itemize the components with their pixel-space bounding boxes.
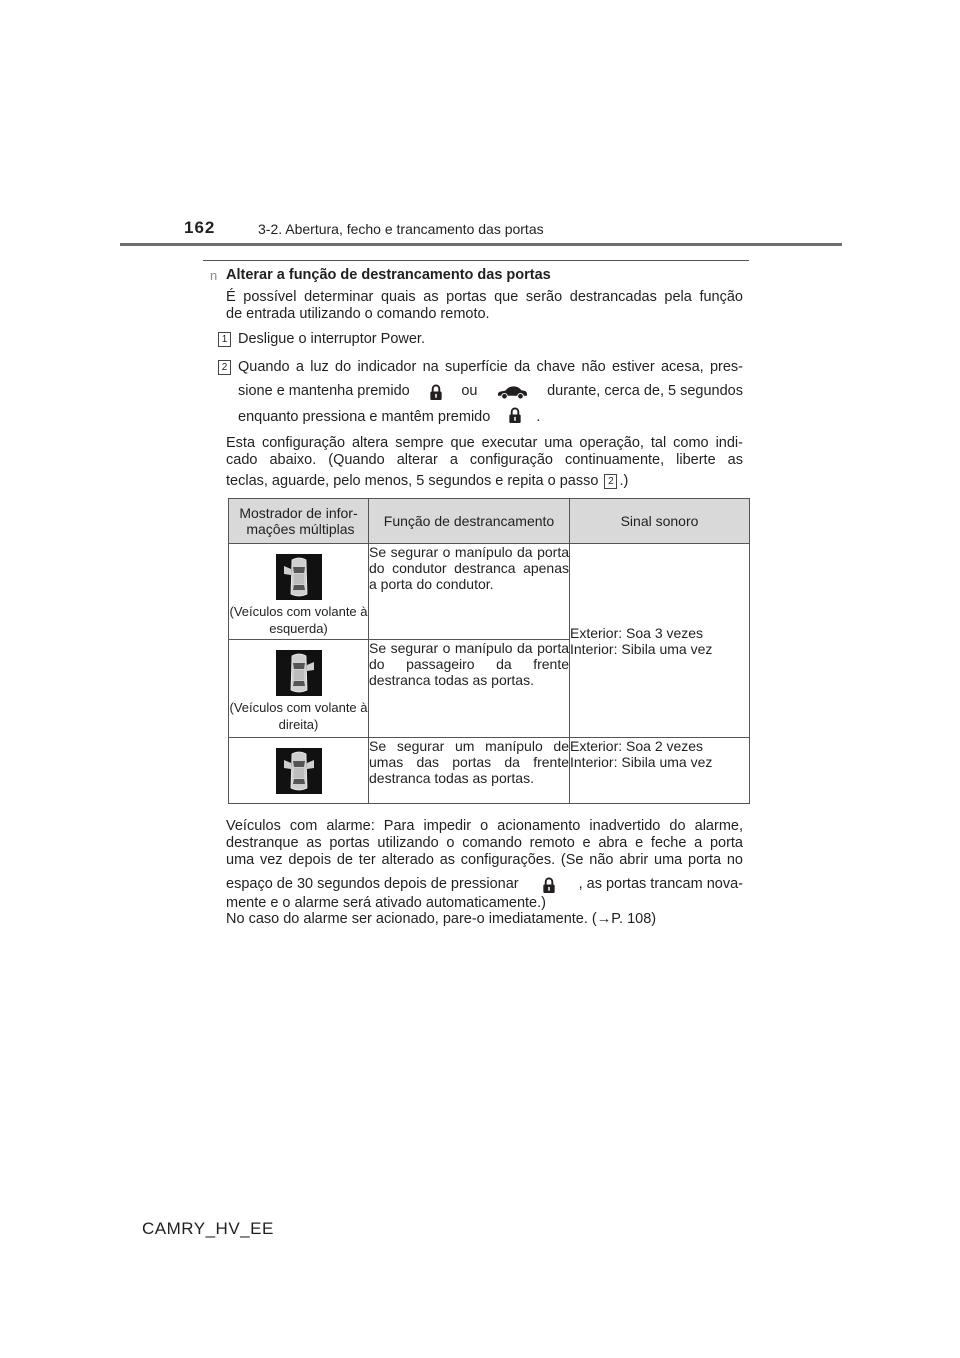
- step-2-text-c: durante, cerca de, 5 segundos: [547, 383, 743, 399]
- signal-exterior: Exterior: Soa 2 vezes: [570, 738, 704, 754]
- bullet-marker: n: [210, 268, 218, 283]
- step-2-text-d: enquanto pressiona e mantêm premido: [238, 409, 491, 425]
- alarm-line-3: uma vez depois de ter alterado as configurações. (Se não abrir uma porta no: [226, 852, 743, 868]
- intro-line-1: É possível determinar quais as portas que serão destrancadas pela função: [226, 289, 743, 305]
- function-text: Se segurar um manípulo de umas das portas da frente destranca todas as portas.: [369, 738, 569, 786]
- alarm-text-b: , as portas trancam nova-: [578, 876, 743, 892]
- signal-interior: Interior: Sibila uma vez: [570, 754, 713, 770]
- step-1-text: Desligue o interruptor Power.: [238, 331, 425, 347]
- note-line-3: [226, 473, 628, 490]
- signal-cell: [570, 544, 750, 738]
- step-2-line-3: [238, 407, 540, 426]
- both-front-doors-car-icon: [276, 748, 322, 794]
- function-text: Se segurar o manípulo da porta do passageiro da frente destranca todas as portas.: [369, 640, 569, 688]
- step-number-2: 2: [218, 360, 231, 375]
- note-line-1: Esta configuração altera sempre que executar uma operação, tal como indi-: [226, 435, 743, 451]
- function-text: Se segurar o manípulo da porta do condutor destranca apenas a porta do condutor.: [369, 544, 569, 592]
- signal-exterior: Exterior: Soa 3 vezes: [570, 624, 704, 641]
- display-cell: [229, 640, 369, 738]
- alarm-text-a: espaço de 30 segundos depois de pressionar: [226, 876, 519, 892]
- function-cell: [369, 640, 570, 738]
- section-heading: Alterar a função de destrancamento das portas: [226, 267, 551, 283]
- driver-door-car-icon: [276, 554, 322, 600]
- step-2-text-a: sione e mantenha premido: [238, 383, 410, 399]
- settings-table: [228, 498, 750, 804]
- note-line-2: cado abaixo. (Quando alterar a configuração continuamente, liberte as: [226, 452, 743, 468]
- car-icon: [496, 384, 528, 400]
- footer-code: CAMRY_HV_EE: [142, 1219, 274, 1238]
- step-2-text-b: ou: [461, 383, 478, 399]
- step-reference: 2: [604, 474, 617, 489]
- alarm-line-5: mente e o alarme será ativado automaticamente.): [226, 895, 546, 911]
- note-text-a: teclas, aguarde, pelo menos, 5 segundos e repita o passo: [226, 473, 599, 489]
- display-cell: [229, 738, 369, 804]
- signal-interior: Interior: Sibila uma vez: [570, 640, 713, 657]
- table-header-display: Mostrador de infor- maçôes múltiplas: [229, 499, 369, 544]
- table-header-row: [229, 499, 750, 544]
- step-2-line-2: [238, 383, 743, 400]
- table-header-function: Função de destrancamento: [369, 499, 570, 544]
- passenger-door-car-icon: [276, 650, 322, 696]
- alarm-line-1: Veículos com alarme: Para impedir o acionamento inadvertido do alarme,: [226, 818, 743, 834]
- caption-right-hand-drive: (Veículos com volante à direita): [229, 700, 368, 732]
- lock-icon: [429, 384, 443, 400]
- section-title: 3-2. Abertura, fecho e trancamento das portas: [258, 221, 544, 237]
- content-rule: [203, 260, 749, 261]
- display-cell: [229, 544, 369, 640]
- intro-line-2: de entrada utilizando o comando remoto.: [226, 306, 490, 322]
- step-2-text-e: .: [536, 409, 541, 425]
- table-row: [229, 738, 750, 804]
- step-number-1: 1: [218, 332, 231, 347]
- table-header-signal: Sinal sonoro: [570, 499, 750, 544]
- caption-left-hand-drive: (Veículos com volante à esquerda): [229, 604, 368, 636]
- page-number: 162: [184, 218, 216, 237]
- function-cell: [369, 544, 570, 640]
- note-text-b: .): [619, 473, 629, 489]
- header-rule: [120, 243, 842, 246]
- table-row: [229, 544, 750, 640]
- lock-icon: [542, 877, 556, 893]
- alarm-line-2: destranque as portas utilizando o comando remoto e abra e feche a porta: [226, 835, 743, 851]
- alarm-line-4: [226, 876, 743, 893]
- alarm-line-6: No caso do alarme ser acionado, pare-o imediatamente. (→P. 108): [226, 911, 657, 927]
- function-cell: [369, 738, 570, 804]
- step-2-line-1: Quando a luz do indicador na superfície da chave não estiver acesa, pres-: [238, 359, 743, 375]
- lock-icon: [508, 407, 522, 423]
- signal-cell: [570, 738, 750, 804]
